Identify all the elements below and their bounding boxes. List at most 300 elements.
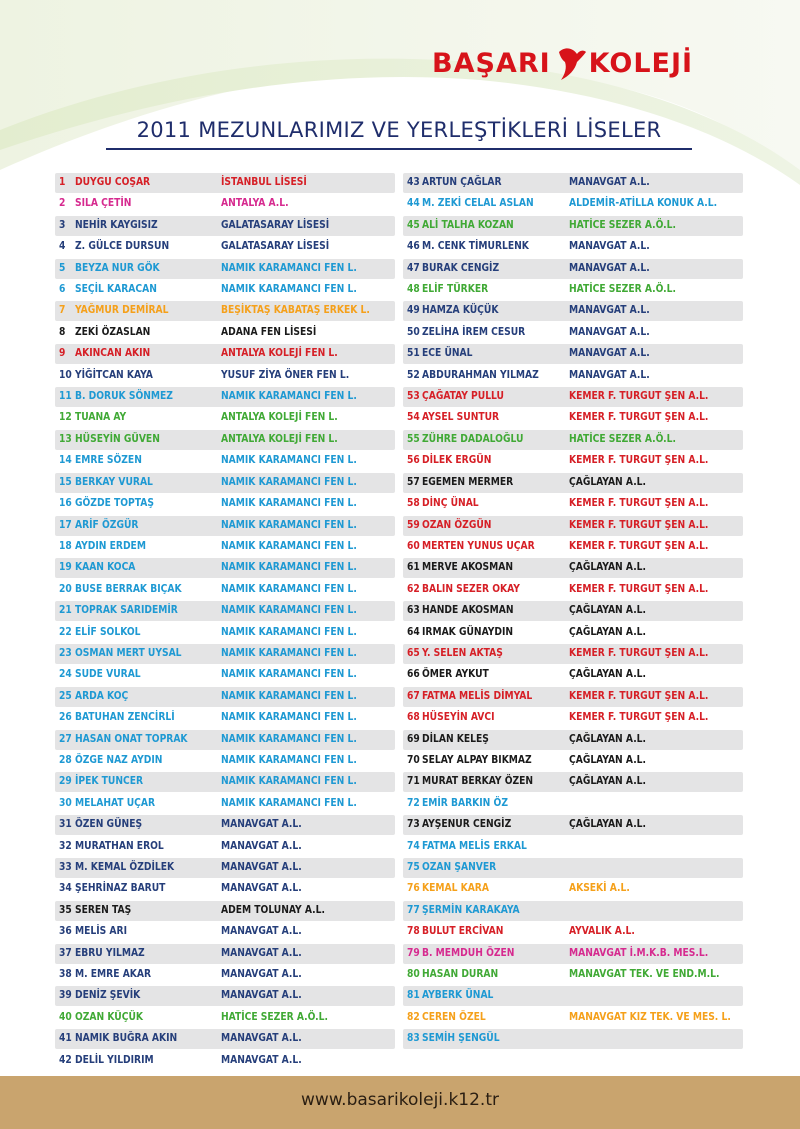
graduate-number: 24 <box>59 669 72 681</box>
graduate-row <box>403 687 743 707</box>
placed-school: KEMER F. TURGUT ŞEN A.L. <box>569 391 709 403</box>
graduate-name: SILA ÇETİN <box>75 198 132 210</box>
graduate-number: 19 <box>59 562 72 574</box>
graduate-number: 71 <box>407 776 420 788</box>
placed-school: ÇAĞLAYAN A.L. <box>569 819 646 831</box>
graduate-row <box>55 1008 395 1028</box>
graduate-row <box>403 644 743 664</box>
graduate-row <box>403 558 743 578</box>
graduate-number: 66 <box>407 669 420 681</box>
graduate-number: 20 <box>59 583 72 595</box>
graduate-name: Y. SELEN AKTAŞ <box>422 647 503 659</box>
graduate-row <box>55 708 395 728</box>
graduate-row <box>403 216 743 236</box>
placed-school: NAMIK KARAMANCI FEN L. <box>221 519 357 531</box>
graduate-row <box>55 772 395 792</box>
graduate-name: DENİZ ŞEVİK <box>75 990 141 1002</box>
placed-school: NAMIK KARAMANCI FEN L. <box>221 562 357 574</box>
graduate-name: B. MEMDUH ÖZEN <box>422 947 515 959</box>
graduate-number: 56 <box>407 455 420 467</box>
placed-school: BEŞİKTAŞ KABATAŞ ERKEK L. <box>221 305 370 317</box>
graduate-row <box>55 687 395 707</box>
graduate-number: 3 <box>59 219 66 231</box>
graduate-name: FATMA MELİS DİMYAL <box>422 690 533 702</box>
graduate-number: 30 <box>59 797 72 809</box>
graduate-row <box>403 1008 743 1028</box>
graduate-number: 38 <box>59 969 72 981</box>
graduate-number: 67 <box>407 690 420 702</box>
placed-school: MANAVGAT A.L. <box>569 369 650 381</box>
graduates-list-right <box>403 173 743 1051</box>
graduate-name: ZEKİ ÖZASLAN <box>75 326 151 338</box>
graduate-number: 58 <box>407 498 420 510</box>
graduate-row <box>403 387 743 407</box>
placed-school: MANAVGAT A.L. <box>221 1033 302 1045</box>
graduate-row <box>55 194 395 214</box>
graduate-row <box>55 516 395 536</box>
placed-school: GALATASARAY LİSESİ <box>221 241 330 253</box>
graduate-name: HASAN ONAT TOPRAK <box>75 733 188 745</box>
placed-school: NAMIK KARAMANCI FEN L. <box>221 540 357 552</box>
placed-school: MANAVGAT KIZ TEK. VE MES. L. <box>569 1011 731 1023</box>
graduate-row <box>403 901 743 921</box>
placed-school: HATİCE SEZER A.Ö.L. <box>569 284 676 296</box>
title-underline <box>106 148 692 150</box>
graduate-row <box>55 837 395 857</box>
graduate-number: 45 <box>407 219 420 231</box>
placed-school: AKSEKİ A.L. <box>569 883 630 895</box>
placed-school: KEMER F. TURGUT ŞEN A.L. <box>569 712 709 724</box>
graduate-name: HASAN DURAN <box>422 969 499 981</box>
placed-school: NAMIK KARAMANCI FEN L. <box>221 498 357 510</box>
graduate-row <box>55 558 395 578</box>
graduate-name: ARDA KOÇ <box>75 690 129 702</box>
graduate-name: OZAN ÖZGÜN <box>422 519 492 531</box>
graduate-number: 57 <box>407 476 420 488</box>
graduate-name: SEMİH ŞENGÜL <box>422 1033 500 1045</box>
graduate-name: IRMAK GÜNAYDIN <box>422 626 514 638</box>
placed-school: MANAVGAT A.L. <box>221 883 302 895</box>
graduate-number: 73 <box>407 819 420 831</box>
graduate-number: 81 <box>407 990 420 1002</box>
graduate-name: ŞERMİN KARAKAYA <box>422 904 520 916</box>
graduate-number: 39 <box>59 990 72 1002</box>
graduate-name: AKINCAN AKIN <box>75 348 151 360</box>
placed-school: NAMIK KARAMANCI FEN L. <box>221 605 357 617</box>
placed-school: KEMER F. TURGUT ŞEN A.L. <box>569 647 709 659</box>
graduate-number: 28 <box>59 754 72 766</box>
graduate-name: ÖZGE NAZ AYDIN <box>75 754 163 766</box>
graduate-row <box>55 623 395 643</box>
graduate-row <box>55 323 395 343</box>
graduate-number: 21 <box>59 605 72 617</box>
graduate-number: 44 <box>407 198 420 210</box>
graduate-name: SEREN TAŞ <box>75 904 132 916</box>
placed-school: ÇAĞLAYAN A.L. <box>569 605 646 617</box>
graduate-name: ÇAĞATAY PULLU <box>422 391 504 403</box>
graduate-number: 9 <box>59 348 66 360</box>
graduate-number: 83 <box>407 1033 420 1045</box>
graduate-number: 80 <box>407 969 420 981</box>
placed-school: ANTALYA KOLEJİ FEN L. <box>221 433 338 445</box>
graduate-row <box>55 430 395 450</box>
graduate-name: İPEK TUNCER <box>75 776 144 788</box>
graduate-number: 48 <box>407 284 420 296</box>
graduate-row <box>55 944 395 964</box>
placed-school: NAMIK KARAMANCI FEN L. <box>221 262 357 274</box>
placed-school: MANAVGAT A.L. <box>221 947 302 959</box>
graduate-number: 75 <box>407 862 420 873</box>
placed-school: NAMIK KARAMANCI FEN L. <box>221 391 357 403</box>
graduate-number: 6 <box>59 284 66 296</box>
placed-school: NAMIK KARAMANCI FEN L. <box>221 733 357 745</box>
graduate-name: B. DORUK SÖNMEZ <box>75 391 173 403</box>
graduate-row <box>55 259 395 279</box>
graduate-row <box>403 858 743 878</box>
graduate-row <box>55 537 395 557</box>
graduate-row <box>55 387 395 407</box>
graduate-number: 70 <box>407 754 420 766</box>
graduate-number: 1 <box>59 177 66 188</box>
graduate-name: AYBERK ÜNAL <box>422 990 494 1002</box>
graduate-name: SUDE VURAL <box>75 669 141 681</box>
graduate-name: AYŞENUR CENGİZ <box>422 819 512 831</box>
graduate-name: NEHİR KAYGISIZ <box>75 219 158 231</box>
graduate-row <box>403 366 743 386</box>
placed-school: NAMIK KARAMANCI FEN L. <box>221 712 357 724</box>
graduate-number: 46 <box>407 241 420 253</box>
graduate-name: AYDIN ERDEM <box>75 540 146 552</box>
placed-school: MANAVGAT A.L. <box>569 326 650 338</box>
graduate-number: 16 <box>59 498 72 510</box>
graduate-row <box>403 815 743 835</box>
graduate-number: 72 <box>407 797 420 809</box>
placed-school: MANAVGAT A.L. <box>221 819 302 831</box>
graduate-row <box>403 580 743 600</box>
graduate-name: MURAT BERKAY ÖZEN <box>422 776 534 788</box>
graduate-name: BUSE BERRAK BIÇAK <box>75 583 182 595</box>
graduate-number: 37 <box>59 947 72 959</box>
graduate-name: SELAY ALPAY BIKMAZ <box>422 754 532 766</box>
graduate-number: 13 <box>59 433 72 445</box>
graduate-row <box>403 516 743 536</box>
graduate-name: MELAHAT UÇAR <box>75 797 156 809</box>
graduate-name: DİLEK ERGÜN <box>422 455 492 467</box>
graduate-row <box>55 451 395 471</box>
graduate-row <box>403 794 743 814</box>
graduate-row <box>55 216 395 236</box>
graduate-name: EBRU YILMAZ <box>75 947 145 959</box>
placed-school: KEMER F. TURGUT ŞEN A.L. <box>569 498 709 510</box>
placed-school: NAMIK KARAMANCI FEN L. <box>221 455 357 467</box>
graduate-name: ÖMER AYKUT <box>422 669 489 681</box>
placed-school: NAMIK KARAMANCI FEN L. <box>221 476 357 488</box>
placed-school: MANAVGAT A.L. <box>569 177 650 188</box>
graduate-number: 63 <box>407 605 420 617</box>
graduate-number: 7 <box>59 305 66 317</box>
graduate-name: EGEMEN MERMER <box>422 476 514 488</box>
graduate-row <box>55 494 395 514</box>
graduate-number: 8 <box>59 326 66 338</box>
placed-school: KEMER F. TURGUT ŞEN A.L. <box>569 412 709 424</box>
graduate-number: 34 <box>59 883 72 895</box>
placed-school: HATİCE SEZER A.Ö.L. <box>221 1011 328 1023</box>
graduate-name: M. EMRE AKAR <box>75 969 152 981</box>
placed-school: ÇAĞLAYAN A.L. <box>569 733 646 745</box>
graduate-row <box>55 965 395 985</box>
graduate-name: BALIN SEZER OKAY <box>422 583 520 595</box>
graduate-number: 12 <box>59 412 72 424</box>
graduate-number: 76 <box>407 883 420 895</box>
graduate-name: MURATHAN EROL <box>75 840 164 852</box>
graduate-number: 40 <box>59 1011 72 1023</box>
graduate-row <box>55 815 395 835</box>
placed-school: ÇAĞLAYAN A.L. <box>569 476 646 488</box>
graduate-number: 36 <box>59 926 72 938</box>
graduate-number: 15 <box>59 476 72 488</box>
graduate-name: M. CENK TİMURLENK <box>422 241 529 253</box>
placed-school: ÇAĞLAYAN A.L. <box>569 562 646 574</box>
graduate-number: 33 <box>59 862 72 873</box>
graduate-number: 25 <box>59 690 72 702</box>
graduate-number: 11 <box>59 391 72 403</box>
placed-school: KEMER F. TURGUT ŞEN A.L. <box>569 540 709 552</box>
graduate-number: 53 <box>407 391 420 403</box>
graduate-name: ABDURAHMAN YILMAZ <box>422 369 539 381</box>
graduate-number: 35 <box>59 904 72 916</box>
graduate-row <box>55 601 395 621</box>
graduate-name: MERTEN YUNUS UÇAR <box>422 540 535 552</box>
graduate-number: 50 <box>407 326 420 338</box>
graduate-row <box>403 623 743 643</box>
placed-school: NAMIK KARAMANCI FEN L. <box>221 647 357 659</box>
graduate-row <box>403 451 743 471</box>
graduate-row <box>403 922 743 942</box>
graduate-name: ŞEHRİNAZ BARUT <box>75 883 166 895</box>
placed-school: ÇAĞLAYAN A.L. <box>569 776 646 788</box>
graduate-name: EMRE SÖZEN <box>75 455 142 467</box>
graduate-name: GÖZDE TOPTAŞ <box>75 498 154 510</box>
graduate-number: 43 <box>407 177 420 188</box>
graduate-number: 79 <box>407 947 420 959</box>
graduate-name: YİĞİTCAN KAYA <box>75 369 153 381</box>
graduate-number: 18 <box>59 540 72 552</box>
graduate-name: OZAN KÜÇÜK <box>75 1011 144 1023</box>
graduate-number: 10 <box>59 369 72 381</box>
graduate-number: 26 <box>59 712 72 724</box>
placed-school: MANAVGAT A.L. <box>569 348 650 360</box>
graduate-row <box>403 837 743 857</box>
graduate-number: 54 <box>407 412 420 424</box>
graduate-row <box>403 237 743 257</box>
graduate-name: TUANA AY <box>75 412 127 424</box>
placed-school: YUSUF ZİYA ÖNER FEN L. <box>221 369 350 381</box>
graduate-number: 47 <box>407 262 420 274</box>
graduate-row <box>403 751 743 771</box>
placed-school: NAMIK KARAMANCI FEN L. <box>221 626 357 638</box>
graduate-name: DUYGU COŞAR <box>75 177 151 188</box>
graduate-name: ZÜHRE DADALOĞLU <box>422 433 524 445</box>
graduate-row <box>55 173 395 193</box>
graduate-name: ARİF ÖZGÜR <box>75 519 139 531</box>
placed-school: NAMIK KARAMANCI FEN L. <box>221 797 357 809</box>
placed-school: ANTALYA A.L. <box>221 198 289 210</box>
placed-school: MANAVGAT A.L. <box>221 990 302 1002</box>
graduate-row <box>403 879 743 899</box>
graduate-name: MERVE AKOSMAN <box>422 562 514 574</box>
graduate-name: Z. GÜLCE DURSUN <box>75 241 170 253</box>
graduate-number: 69 <box>407 733 420 745</box>
logo-text-right: KOLEJİ <box>588 48 694 79</box>
graduate-number: 74 <box>407 840 420 852</box>
graduate-name: DİNÇ ÜNAL <box>422 498 479 510</box>
graduate-row <box>403 259 743 279</box>
graduate-name: CEREN ÖZEL <box>422 1011 486 1023</box>
graduate-row <box>55 879 395 899</box>
graduate-name: EMİR BARKIN ÖZ <box>422 797 508 809</box>
graduate-row <box>55 751 395 771</box>
graduate-row <box>55 1051 395 1071</box>
graduate-name: HÜSEYİN GÜVEN <box>75 433 160 445</box>
graduate-row <box>403 1029 743 1049</box>
placed-school: MANAVGAT A.L. <box>221 840 302 852</box>
graduate-number: 14 <box>59 455 72 467</box>
graduates-list-left <box>55 173 395 1072</box>
graduate-row <box>55 473 395 493</box>
placed-school: ÇAĞLAYAN A.L. <box>569 754 646 766</box>
graduate-number: 60 <box>407 540 420 552</box>
footer-bar <box>0 1076 800 1129</box>
graduate-row <box>403 173 743 193</box>
placed-school: ADEM TOLUNAY A.L. <box>221 904 325 916</box>
graduate-number: 68 <box>407 712 420 724</box>
graduate-row <box>55 366 395 386</box>
graduate-row <box>55 280 395 300</box>
graduate-row <box>403 730 743 750</box>
graduate-row <box>55 794 395 814</box>
graduate-name: ÖZEN GÜNEŞ <box>75 819 143 831</box>
graduate-row <box>55 408 395 428</box>
graduate-row <box>55 237 395 257</box>
graduate-row <box>55 665 395 685</box>
graduate-row <box>403 537 743 557</box>
placed-school: MANAVGAT TEK. VE END.M.L. <box>569 969 720 981</box>
placed-school: KEMER F. TURGUT ŞEN A.L. <box>569 583 709 595</box>
placed-school: ANTALYA KOLEJİ FEN L. <box>221 412 338 424</box>
placed-school: İSTANBUL LİSESİ <box>221 177 307 188</box>
graduate-number: 4 <box>59 241 66 253</box>
graduate-name: HÜSEYİN AVCI <box>422 712 495 724</box>
graduate-name: TOPRAK SARIDEMİR <box>75 605 178 617</box>
graduate-name: DELİL YILDIRIM <box>75 1054 154 1066</box>
graduate-name: OZAN ŞANVER <box>422 862 497 873</box>
graduate-name: MELİS ARI <box>75 926 127 938</box>
graduate-name: ELİF SOLKOL <box>75 626 141 638</box>
graduate-name: BURAK CENGİZ <box>422 262 500 274</box>
graduate-number: 64 <box>407 626 420 638</box>
graduate-name: BULUT ERCİVAN <box>422 926 504 938</box>
graduate-number: 62 <box>407 583 420 595</box>
graduate-row <box>55 344 395 364</box>
graduate-row <box>55 922 395 942</box>
logo-flag-icon <box>553 44 587 84</box>
placed-school: KEMER F. TURGUT ŞEN A.L. <box>569 455 709 467</box>
graduate-number: 78 <box>407 926 420 938</box>
graduate-name: NAMIK BUĞRA AKIN <box>75 1033 178 1045</box>
placed-school: MANAVGAT A.L. <box>569 241 650 253</box>
graduate-row <box>55 301 395 321</box>
graduate-number: 77 <box>407 904 420 916</box>
placed-school: MANAVGAT A.L. <box>221 862 302 873</box>
graduate-row <box>403 280 743 300</box>
graduate-row <box>403 665 743 685</box>
graduate-name: ECE ÜNAL <box>422 348 473 360</box>
graduate-row <box>403 323 743 343</box>
graduate-row <box>55 858 395 878</box>
placed-school: NAMIK KARAMANCI FEN L. <box>221 583 357 595</box>
placed-school: NAMIK KARAMANCI FEN L. <box>221 776 357 788</box>
placed-school: ÇAĞLAYAN A.L. <box>569 669 646 681</box>
graduate-number: 22 <box>59 626 72 638</box>
placed-school: MANAVGAT A.L. <box>569 305 650 317</box>
school-logo <box>432 44 732 84</box>
graduate-name: AYSEL SUNTUR <box>422 412 500 424</box>
placed-school: ÇAĞLAYAN A.L. <box>569 626 646 638</box>
graduate-name: KAAN KOCA <box>75 562 136 574</box>
graduate-row <box>403 344 743 364</box>
graduate-row <box>403 494 743 514</box>
placed-school: MANAVGAT A.L. <box>221 969 302 981</box>
graduate-name: BATUHAN ZENCİRLİ <box>75 712 175 724</box>
graduate-number: 52 <box>407 369 420 381</box>
placed-school: MANAVGAT İ.M.K.B. MES.L. <box>569 947 709 959</box>
graduate-name: FATMA MELİS ERKAL <box>422 840 527 852</box>
graduate-row <box>403 986 743 1006</box>
graduate-row <box>403 301 743 321</box>
graduate-number: 29 <box>59 776 72 788</box>
graduate-row <box>403 408 743 428</box>
graduate-number: 41 <box>59 1033 72 1045</box>
graduate-row <box>403 965 743 985</box>
graduate-number: 23 <box>59 647 72 659</box>
graduate-number: 65 <box>407 647 420 659</box>
placed-school: MANAVGAT A.L. <box>569 262 650 274</box>
page-title: 2011 MEZUNLARIMIZ VE YERLEŞTİKLERİ LİSELER <box>136 118 662 142</box>
graduate-number: 42 <box>59 1054 72 1066</box>
graduate-row <box>55 580 395 600</box>
graduate-number: 2 <box>59 198 66 210</box>
graduate-row <box>55 1029 395 1049</box>
graduate-name: ARTUN ÇAĞLAR <box>422 177 502 188</box>
graduate-name: M. ZEKİ CELAL ASLAN <box>422 198 534 210</box>
graduate-name: HAMZA KÜÇÜK <box>422 305 499 317</box>
placed-school: HATİCE SEZER A.Ö.L. <box>569 433 676 445</box>
placed-school: HATİCE SEZER A.Ö.L. <box>569 219 676 231</box>
placed-school: AYVALIK A.L. <box>569 926 635 938</box>
graduate-row <box>403 772 743 792</box>
graduate-name: ZELİHA İREM CESUR <box>422 326 526 338</box>
graduate-name: ELİF TÜRKER <box>422 284 489 296</box>
graduate-number: 51 <box>407 348 420 360</box>
graduate-name: BERKAY VURAL <box>75 476 153 488</box>
graduate-number: 82 <box>407 1011 420 1023</box>
graduate-name: BEYZA NUR GÖK <box>75 262 160 274</box>
graduate-number: 61 <box>407 562 420 574</box>
graduate-name: YAĞMUR DEMİRAL <box>75 305 169 317</box>
graduate-name: ALİ TALHA KOZAN <box>422 219 514 231</box>
placed-school: NAMIK KARAMANCI FEN L. <box>221 754 357 766</box>
graduate-number: 17 <box>59 519 72 531</box>
